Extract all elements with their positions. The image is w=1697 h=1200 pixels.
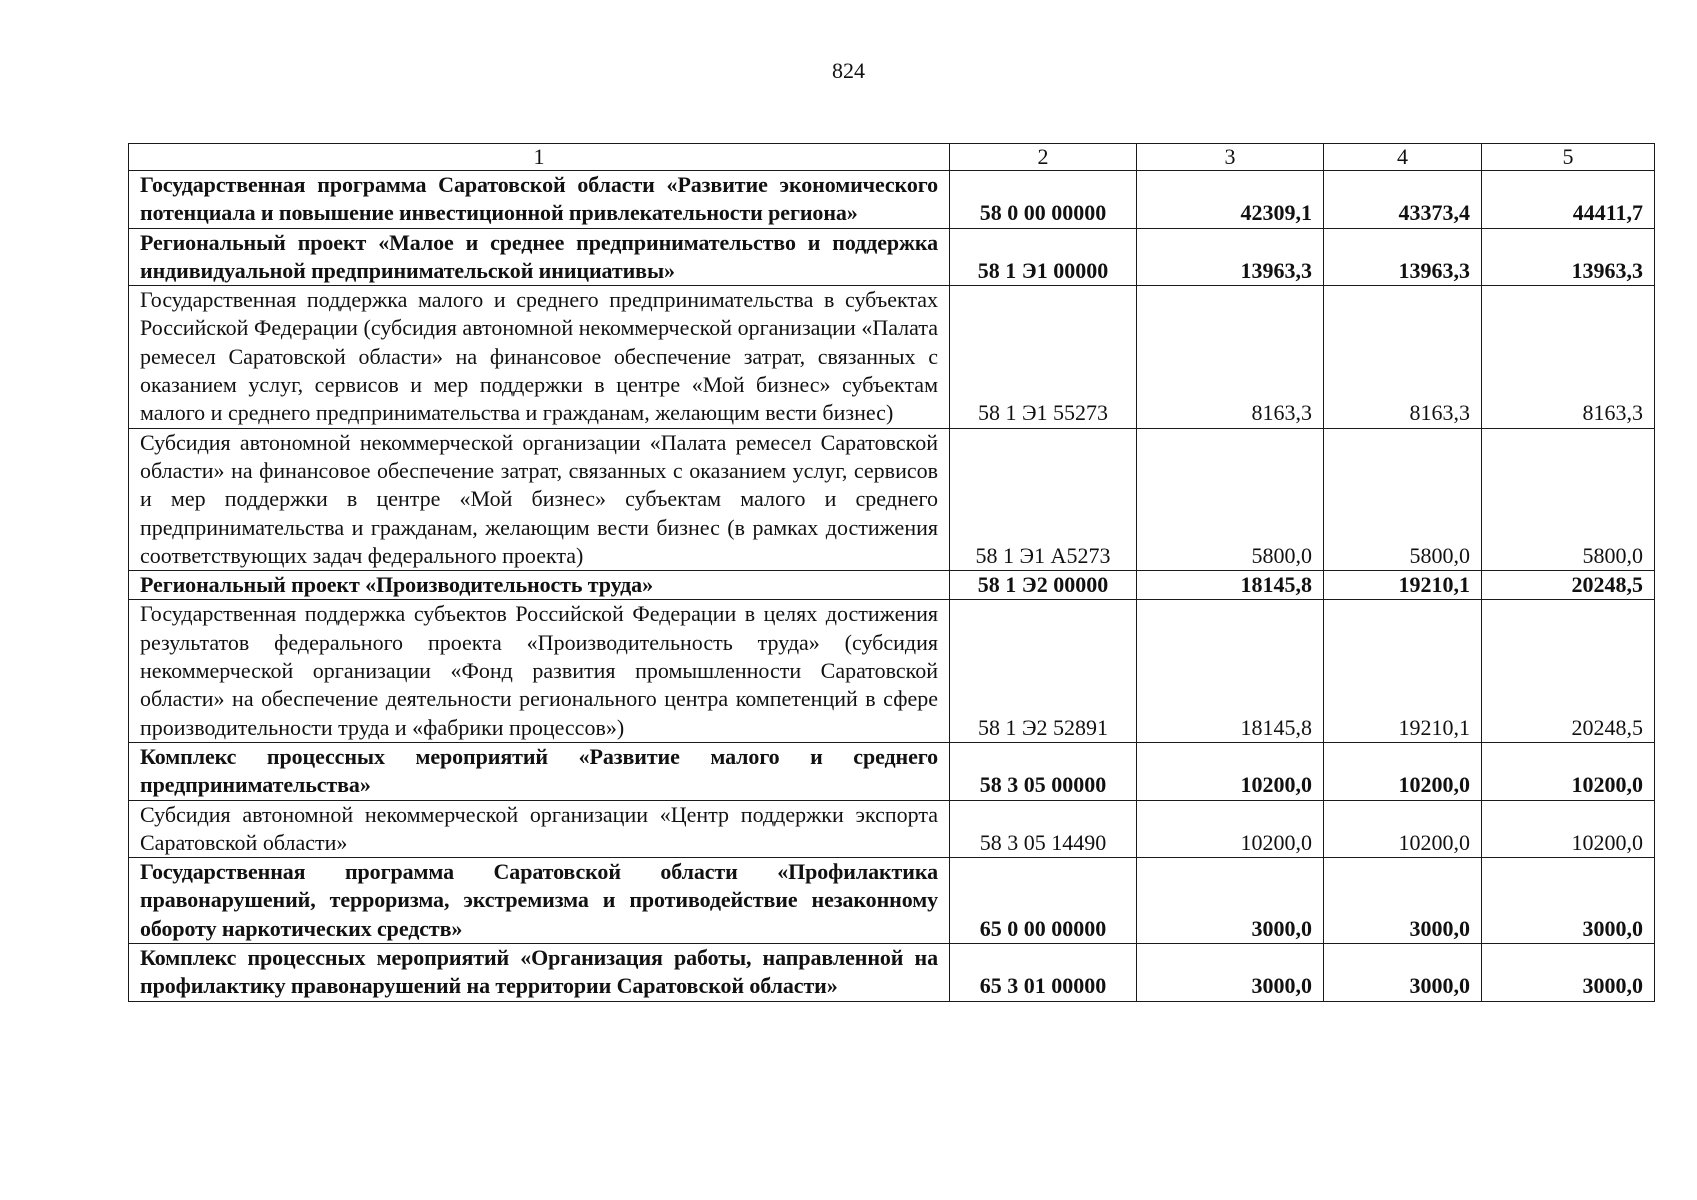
row-value-col5: 8163,3 [1482,286,1655,428]
row-code-cell: 58 1 Э2 00000 [950,571,1137,600]
row-name-cell: Государственная поддержка субъектов Российской Федерации в целях достижения результатов федерального проекта «Производительность труда» (субсидия некоммерческой организации «Фонд развития промышленности Саратовской области» на обеспечение деятельности регионального центра компетенций в сфере производительности труда и «фабрики процессов») [129,600,950,742]
row-value-col5: 5800,0 [1482,428,1655,570]
row-value-col3: 42309,1 [1137,171,1324,229]
row-value-col5: 20248,5 [1482,600,1655,742]
row-value-col4: 19210,1 [1324,600,1482,742]
table-body [129,171,1655,1002]
page-number: 824 [832,58,865,83]
row-name-cell: Государственная программа Саратовской области «Профилактика правонарушений, терроризма, экстремизма и противодействие незаконному обороту наркотических средств» [129,858,950,944]
row-code-cell: 58 1 Э1 А5273 [950,428,1137,570]
table-row [129,286,1655,428]
row-name-cell: Региональный проект «Малое и среднее предпринимательство и поддержка индивидуальной предпринимательской инициативы» [129,228,950,286]
row-value-col5: 3000,0 [1482,858,1655,944]
table-row [129,228,1655,286]
row-value-col5: 44411,7 [1482,171,1655,229]
header-row [129,144,1655,171]
table-row [129,742,1655,800]
table-row [129,800,1655,858]
row-code-cell: 58 1 Э1 55273 [950,286,1137,428]
row-value-col3: 10200,0 [1137,742,1324,800]
row-value-col4: 10200,0 [1324,742,1482,800]
row-name-cell: Комплекс процессных мероприятий «Развитие малого и среднего предпринимательства» [129,742,950,800]
row-code-cell: 58 1 Э2 52891 [950,600,1137,742]
row-value-col4: 10200,0 [1324,800,1482,858]
row-value-col4: 43373,4 [1324,171,1482,229]
column-header: 1 [129,144,950,171]
row-value-col3: 3000,0 [1137,858,1324,944]
column-header: 5 [1482,144,1655,171]
row-value-col3: 10200,0 [1137,800,1324,858]
table-row [129,600,1655,742]
row-value-col5: 13963,3 [1482,228,1655,286]
budget-table [128,143,1655,1002]
row-value-col4: 19210,1 [1324,571,1482,600]
row-value-col3: 3000,0 [1137,944,1324,1002]
row-name-cell: Комплекс процессных мероприятий «Организация работы, направленной на профилактику правонарушений на территории Саратовской области» [129,944,950,1002]
table-header [129,144,1655,171]
row-value-col3: 8163,3 [1137,286,1324,428]
row-value-col3: 18145,8 [1137,571,1324,600]
row-value-col3: 18145,8 [1137,600,1324,742]
row-name-cell: Субсидия автономной некоммерческой организации «Палата ремесел Саратовской области» на финансовое обеспечение затрат, связанных с оказанием услуг, сервисов и мер поддержки в центре «Мой бизнес» субъектам малого и среднего предпринимательства и гражданам, желающим вести бизнес (в рамках достижения соответствующих задач федерального проекта) [129,428,950,570]
row-value-col3: 13963,3 [1137,228,1324,286]
row-value-col4: 13963,3 [1324,228,1482,286]
row-value-col5: 3000,0 [1482,944,1655,1002]
row-value-col4: 3000,0 [1324,944,1482,1002]
row-value-col4: 5800,0 [1324,428,1482,570]
row-code-cell: 65 3 01 00000 [950,944,1137,1002]
column-header: 3 [1137,144,1324,171]
column-header: 2 [950,144,1137,171]
row-name-cell: Государственная программа Саратовской области «Развитие экономического потенциала и повышение инвестиционной привлекательности региона» [129,171,950,229]
table-row [129,571,1655,600]
row-value-col4: 3000,0 [1324,858,1482,944]
row-name-cell: Региональный проект «Производительность труда» [129,571,950,600]
column-header: 4 [1324,144,1482,171]
row-value-col3: 5800,0 [1137,428,1324,570]
row-name-cell: Субсидия автономной некоммерческой организации «Центр поддержки экспорта Саратовской области» [129,800,950,858]
row-value-col5: 20248,5 [1482,571,1655,600]
table-row [129,944,1655,1002]
table-row [129,171,1655,229]
row-code-cell: 58 3 05 14490 [950,800,1137,858]
row-value-col4: 8163,3 [1324,286,1482,428]
row-value-col5: 10200,0 [1482,800,1655,858]
row-value-col5: 10200,0 [1482,742,1655,800]
table-row [129,858,1655,944]
table-row [129,428,1655,570]
row-code-cell: 58 0 00 00000 [950,171,1137,229]
row-code-cell: 58 1 Э1 00000 [950,228,1137,286]
row-code-cell: 65 0 00 00000 [950,858,1137,944]
row-code-cell: 58 3 05 00000 [950,742,1137,800]
row-name-cell: Государственная поддержка малого и среднего предпринимательства в субъектах Российской Федерации (субсидия автономной некоммерческой организации «Палата ремесел Саратовской области» на финансовое обеспечение затрат, связанных с оказанием услуг, сервисов и мер поддержки в центре «Мой бизнес» субъектам малого и среднего предпринимательства и гражданам, желающим вести бизнес) [129,286,950,428]
